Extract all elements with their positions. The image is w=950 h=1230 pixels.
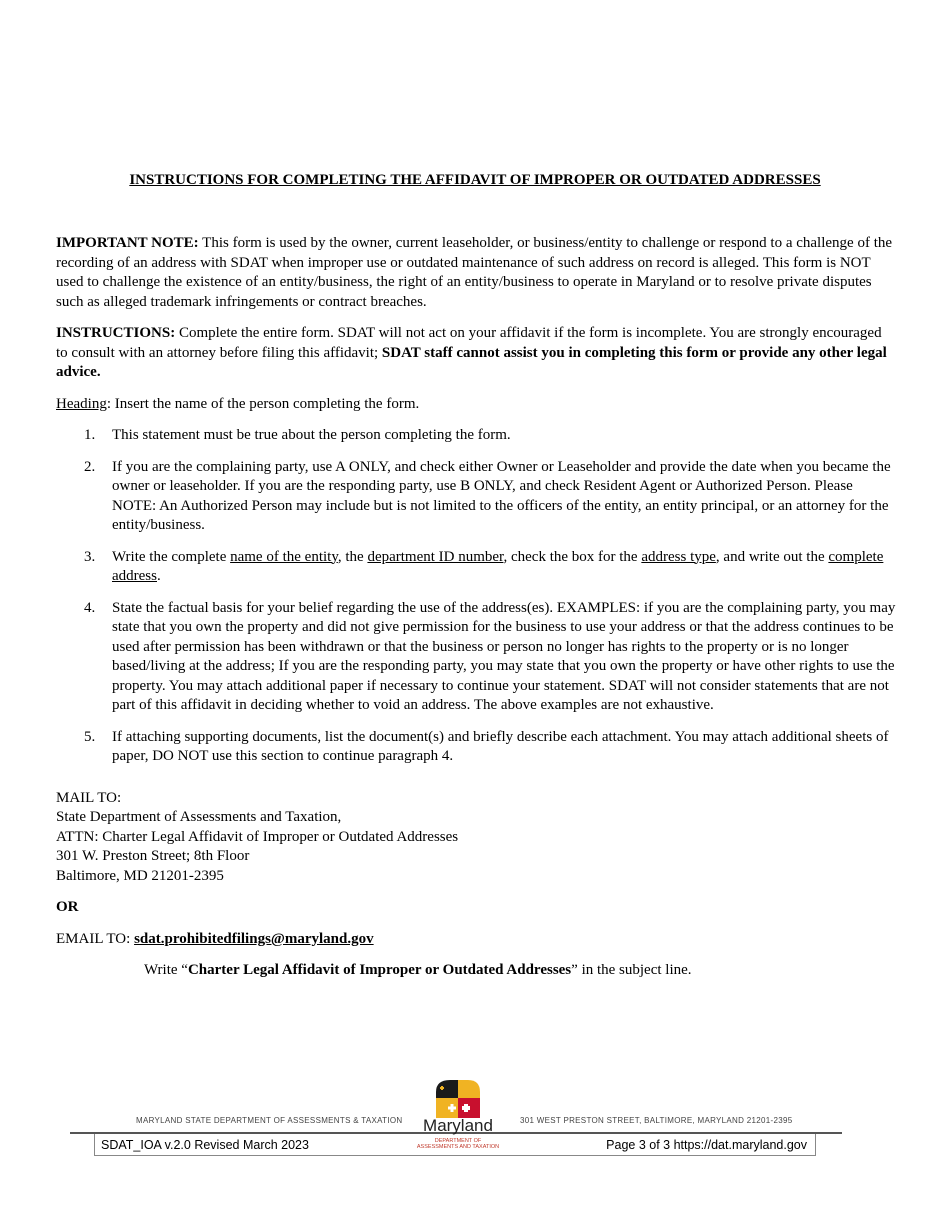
entity-name-term: name of the entity xyxy=(230,548,338,565)
step-text-part: , and write out the xyxy=(715,548,829,565)
step-text-part: , the xyxy=(337,548,368,565)
mail-line: Baltimore, MD 21201-2395 xyxy=(56,867,224,884)
logo-subtitle-line: DEPARTMENT OF xyxy=(434,1138,482,1144)
maryland-flag-icon xyxy=(428,1078,488,1118)
complete-address-term: complete address xyxy=(112,548,884,584)
mail-line: 301 W. Preston Street; 8th Floor xyxy=(56,848,250,864)
list-item xyxy=(56,548,896,587)
heading-note-label: Heading xyxy=(56,395,107,412)
step-text xyxy=(112,549,883,585)
subject-line-note xyxy=(56,961,896,981)
list-item xyxy=(56,728,896,767)
important-note-label: IMPORTANT NOTE: xyxy=(56,235,199,251)
step-text-part: , check the box for the xyxy=(503,548,642,565)
footer-dept-address: 301 WEST PRESTON STREET, BALTIMORE, MARYLAND 21201-2395 xyxy=(520,1116,793,1125)
list-item xyxy=(56,599,896,716)
instruction-steps xyxy=(56,426,896,767)
form-version: SDAT_IOA v.2.0 Revised March 2023 xyxy=(101,1138,309,1152)
or-label: OR xyxy=(56,899,79,915)
email-to-line xyxy=(56,930,896,950)
address-type-term: address type xyxy=(641,548,716,565)
subject-pre: Write “ xyxy=(144,962,188,978)
mail-line: ATTN: Charter Legal Affidavit of Improper or Outdated Addresses xyxy=(56,828,459,845)
instructions-text: Complete the entire form. SDAT will not act on your affidavit if the form is incomplete. You are strongly encouraged to consult with an attorney before filing this affidavit; xyxy=(56,325,882,361)
footer-dept-name: MARYLAND STATE DEPARTMENT OF ASSESSMENTS & TAXATION xyxy=(136,1116,403,1125)
step-text: If attaching supporting documents, list the document(s) and briefly describe each attachment. You may attach additional sheets of paper, DO NOT use this section to continue paragraph 4. xyxy=(112,728,889,764)
step-text-part: . xyxy=(157,568,161,584)
email-link[interactable]: sdat.prohibitedfilings@maryland.gov xyxy=(134,930,374,947)
document-body xyxy=(56,234,896,981)
page-footer xyxy=(70,1078,842,1162)
step-text: If you are the complaining party, use A ONLY, and check either Owner or Leaseholder and provide the date when you became the owner or leaseholder. If you are the responding party, use B ONLY, and check Resident Agent or Authorized Person. Please NOTE: An Authorized Person may include but is not limited to the officers of the entity, an entity principal, or an attorney for the entity/business. xyxy=(112,458,891,533)
step-number: 5. xyxy=(84,728,96,745)
mail-to-block xyxy=(56,789,896,887)
heading-note-text: : Insert the name of the person completing the form. xyxy=(106,395,420,412)
step-text: This statement must be true about the person completing the form. xyxy=(112,427,511,443)
important-note xyxy=(56,234,896,312)
page-info: Page 3 of 3 https://dat.maryland.gov xyxy=(606,1138,807,1152)
logo-wordmark: Maryland xyxy=(423,1116,493,1135)
email-to-label: EMAIL TO: xyxy=(56,930,135,947)
footer-info-box xyxy=(94,1134,816,1156)
department-id-term: department ID number xyxy=(367,548,504,565)
step-number: 4. xyxy=(84,599,96,616)
mail-line: State Department of Assessments and Taxation, xyxy=(56,809,342,825)
instructions-label: INSTRUCTIONS: xyxy=(56,325,176,341)
step-text-part: Write the complete xyxy=(112,548,231,565)
step-text: State the factual basis for your belief regarding the use of the address(es). EXAMPLES: if you are the complaining party, you may state that you own the property and did not give permission for the business to use your address or that the address continues to be used after permission has been withdrawn or that the business or person no longer has rights to the property or is no longer based/living at the address; If you are the responding party, you may state that you own the property or have other rights to use the property. You may attach additional paper if necessary to continue your statement. SDAT will not consider statements that are not part of this affidavit in deciding whether to void an address. The above examples are not exhaustive. xyxy=(112,599,896,713)
mail-to-label: MAIL TO: xyxy=(56,789,122,806)
heading-note xyxy=(56,395,896,415)
subject-post: ” in the subject line. xyxy=(571,962,692,978)
step-number: 2. xyxy=(84,458,96,475)
list-item xyxy=(56,458,896,536)
step-number: 1. xyxy=(84,427,96,443)
instructions-bold-text: SDAT staff cannot assist you in completing this form or provide any other legal advice. xyxy=(56,344,887,380)
logo-subtitle-line: ASSESSMENTS AND TAXATION xyxy=(416,1144,500,1150)
page-title: INSTRUCTIONS FOR COMPLETING THE AFFIDAVIT OF IMPROPER OR OUTDATED ADDRESSES xyxy=(129,172,821,188)
list-item xyxy=(56,426,896,446)
important-note-text: This form is used by the owner, current leaseholder, or business/entity to challenge or respond to a challenge of the recording of an address with SDAT when improper use or outdated maintenance of such address on record is alleged. This form is NOT used to challenge the existence of an entity/business, the right of an entity/business to operate in Maryland or to resolve private disputes such as alleged trademark infringements or contract breaches. xyxy=(56,235,893,310)
step-number: 3. xyxy=(84,548,96,565)
subject-bold: Charter Legal Affidavit of Improper or Outdated Addresses xyxy=(187,962,572,978)
instructions-paragraph xyxy=(56,324,896,383)
